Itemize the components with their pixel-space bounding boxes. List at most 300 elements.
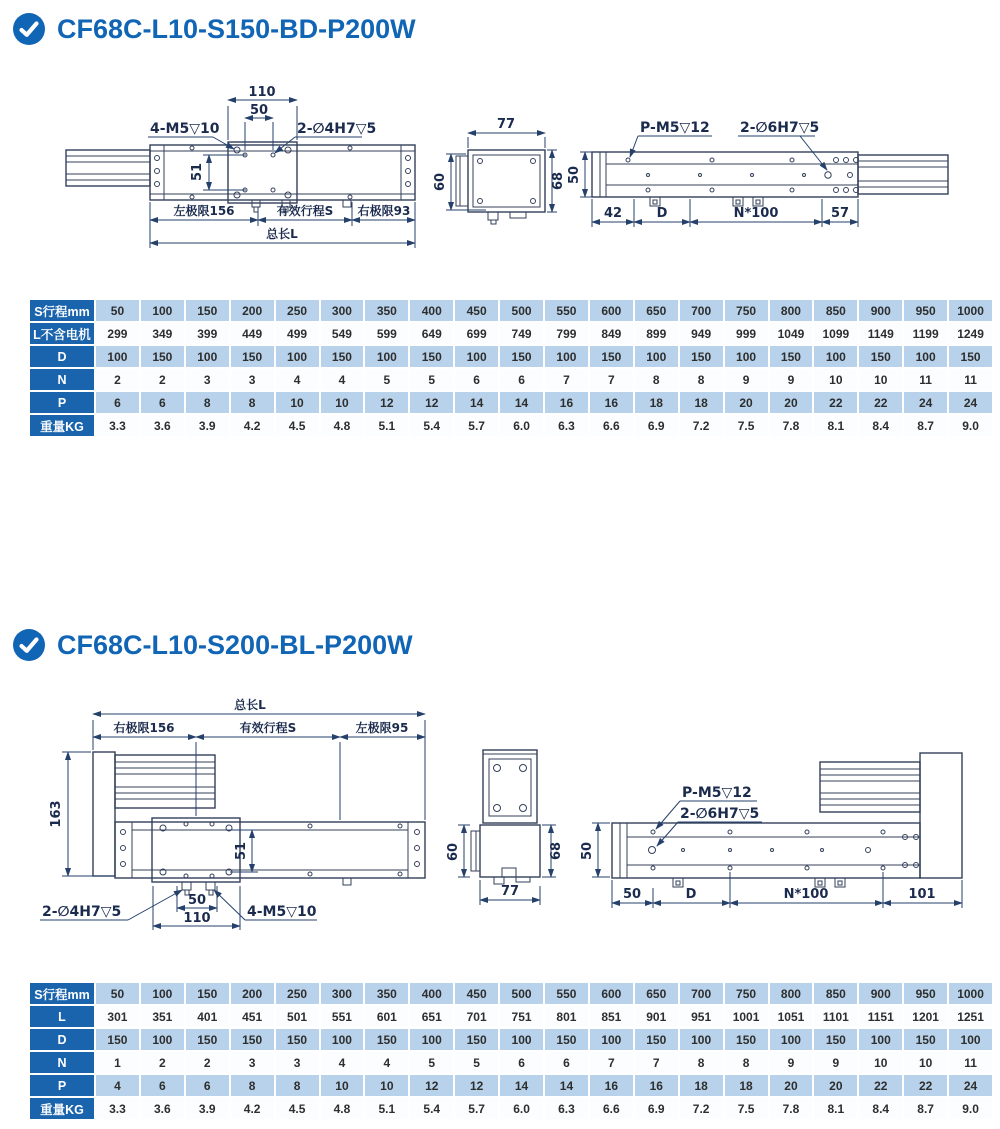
table-cell: 6.9 — [635, 1098, 678, 1119]
table-cell: 6.9 — [635, 415, 678, 436]
table-cell: 100 — [949, 1029, 992, 1050]
table-cell: 8 — [186, 392, 229, 413]
table-cell: 5.7 — [455, 1098, 498, 1119]
table-cell: 150 — [365, 1029, 408, 1050]
dim-label: 110 — [248, 85, 276, 100]
table-cell: 551 — [321, 1006, 364, 1027]
table-cell: 250 — [276, 983, 319, 1004]
s2-end-view-outline — [471, 750, 540, 884]
table-cell: 6.0 — [500, 415, 543, 436]
table-cell: 6 — [545, 1052, 588, 1073]
table-cell: 8 — [231, 392, 274, 413]
table-cell: 6 — [500, 1052, 543, 1073]
table-cell: 10 — [321, 392, 364, 413]
s1-bottom-view-dimensions — [567, 120, 858, 227]
table-cell: 350 — [365, 300, 408, 321]
table-cell: 6.3 — [545, 1098, 588, 1119]
table-cell: 100 — [590, 1029, 633, 1050]
table-cell: 5.1 — [365, 1098, 408, 1119]
table-cell: 1201 — [904, 1006, 947, 1027]
table-cell: 150 — [276, 1029, 319, 1050]
table-cell: 600 — [590, 300, 633, 321]
table-cell: 1151 — [859, 1006, 902, 1027]
table-cell: 100 — [141, 1029, 184, 1050]
table-cell: 14 — [500, 1075, 543, 1096]
table-cell: 22 — [814, 392, 857, 413]
table-cell: 150 — [680, 346, 723, 367]
section2-header — [12, 628, 413, 662]
table-cell: 701 — [455, 1006, 498, 1027]
table-cell: 100 — [725, 346, 768, 367]
table-cell: 3 — [231, 369, 274, 390]
table-cell: 7.8 — [770, 415, 813, 436]
table-row-label: N — [30, 1052, 94, 1073]
table-cell: 150 — [186, 983, 229, 1004]
table-cell: 6 — [141, 392, 184, 413]
table-row-label: 重量KG — [30, 1098, 94, 1119]
table-row-label: 重量KG — [30, 415, 94, 436]
table-cell: 3.3 — [96, 1098, 139, 1119]
table-cell: 22 — [904, 1075, 947, 1096]
table-cell: 3 — [186, 369, 229, 390]
dim-label: 50 — [249, 103, 269, 118]
table-cell: 400 — [410, 300, 453, 321]
table-cell: 12 — [410, 392, 453, 413]
pin-hole-callout: 2-∅6H7▽5 — [680, 806, 760, 822]
section1-header — [12, 12, 416, 46]
table-cell: 150 — [410, 346, 453, 367]
table-cell: 899 — [635, 323, 678, 344]
table-cell: 951 — [680, 1006, 723, 1027]
table-cell: 6.6 — [590, 415, 633, 436]
dim-label: 77 — [500, 884, 520, 899]
s1-end-view-dimensions — [433, 117, 566, 212]
table-cell: 2 — [96, 369, 139, 390]
table-cell: 150 — [96, 1029, 139, 1050]
table-cell: 2 — [186, 1052, 229, 1073]
table-cell: 800 — [770, 983, 813, 1004]
table-row-label: S行程mm — [30, 983, 94, 1004]
pin-hole-callout: 2-∅4H7▽5 — [297, 121, 377, 137]
table-cell: 250 — [276, 300, 319, 321]
table-cell: 6 — [455, 369, 498, 390]
table-cell: 14 — [455, 392, 498, 413]
table-cell: 4 — [276, 369, 319, 390]
table-cell: 10 — [859, 369, 902, 390]
table-cell: 5.1 — [365, 415, 408, 436]
table-cell: 7.2 — [680, 415, 723, 436]
table-row-label: P — [30, 1075, 94, 1096]
s2-top-view-outline — [93, 752, 425, 895]
table-cell: 50 — [96, 983, 139, 1004]
table-cell: 16 — [590, 392, 633, 413]
table-cell: 3 — [231, 1052, 274, 1073]
table-cell: 499 — [276, 323, 319, 344]
table-cell: 3 — [276, 1052, 319, 1073]
table-cell: 650 — [635, 983, 678, 1004]
section2-model-title: CF68C-L10-S200-BL-P200W — [57, 629, 413, 660]
table-cell: 549 — [321, 323, 364, 344]
section1-engineering-drawing — [0, 70, 1000, 270]
table-cell: 5 — [410, 1052, 453, 1073]
tap-hole-callout: P-M5▽12 — [682, 785, 752, 801]
dim-label: 77 — [496, 117, 516, 132]
table-cell: 1101 — [814, 1006, 857, 1027]
table-cell: 100 — [500, 1029, 543, 1050]
table-cell: 100 — [186, 346, 229, 367]
table-cell: 1000 — [949, 983, 992, 1004]
check-badge-icon — [12, 12, 46, 46]
table-cell: 100 — [96, 346, 139, 367]
table-cell: 150 — [455, 1029, 498, 1050]
table-cell: 5 — [365, 369, 408, 390]
table-row-label: P — [30, 392, 94, 413]
table-cell: 100 — [904, 346, 947, 367]
table-cell: 1 — [96, 1052, 139, 1073]
table-cell: 10 — [365, 1075, 408, 1096]
table-cell: 18 — [680, 392, 723, 413]
table-cell: 601 — [365, 1006, 408, 1027]
table-cell: 399 — [186, 323, 229, 344]
table-cell: 24 — [949, 1075, 992, 1096]
table-cell: 300 — [321, 983, 364, 1004]
table-cell: 8 — [725, 1052, 768, 1073]
table-cell: 150 — [904, 1029, 947, 1050]
table-cell: 900 — [859, 300, 902, 321]
table-cell: 100 — [814, 346, 857, 367]
table-cell: 901 — [635, 1006, 678, 1027]
table-cell: 12 — [455, 1075, 498, 1096]
table-cell: 12 — [365, 392, 408, 413]
table-cell: 7.5 — [725, 415, 768, 436]
table-cell: 9 — [770, 1052, 813, 1073]
pin-hole-callout: 2-∅6H7▽5 — [740, 120, 820, 136]
table-cell: 9 — [725, 369, 768, 390]
table-cell: 401 — [186, 1006, 229, 1027]
table-cell: 8 — [231, 1075, 274, 1096]
table-cell: 10 — [276, 392, 319, 413]
table-cell: 6 — [186, 1075, 229, 1096]
table-cell: 2 — [141, 369, 184, 390]
table-cell: 349 — [141, 323, 184, 344]
table-row-label: S行程mm — [30, 300, 94, 321]
table-cell: 850 — [814, 983, 857, 1004]
s2-top-view-dimensions — [40, 697, 425, 930]
dim-label: D — [656, 206, 668, 221]
table-cell: 150 — [590, 346, 633, 367]
table-cell: 7.2 — [680, 1098, 723, 1119]
table-cell: 949 — [680, 323, 723, 344]
dim-label: 57 — [830, 206, 850, 221]
table-cell: 150 — [949, 346, 992, 367]
table-cell: 500 — [500, 300, 543, 321]
table-row-label: D — [30, 1029, 94, 1050]
s1-top-view-dimensions — [148, 85, 415, 248]
table-cell: 100 — [141, 983, 184, 1004]
table-cell: 100 — [770, 1029, 813, 1050]
table-cell: 550 — [545, 983, 588, 1004]
table-cell: 501 — [276, 1006, 319, 1027]
table-cell: 11 — [949, 369, 992, 390]
table-cell: 150 — [231, 1029, 274, 1050]
dim-label: 50 — [187, 893, 207, 908]
table-cell: 450 — [455, 983, 498, 1004]
dim-label: N*100 — [783, 887, 829, 902]
table-cell: 9 — [770, 369, 813, 390]
table-cell: 4.2 — [231, 415, 274, 436]
table-cell: 150 — [141, 346, 184, 367]
table-cell: 6 — [500, 369, 543, 390]
table-cell: 749 — [500, 323, 543, 344]
table-cell: 20 — [770, 1075, 813, 1096]
table-cell: 599 — [365, 323, 408, 344]
dim-label: 101 — [908, 887, 936, 902]
table-cell: 11 — [904, 369, 947, 390]
left-limit-label: 左极限95 — [355, 721, 409, 735]
table-cell: 18 — [680, 1075, 723, 1096]
stroke-label: 有效行程S — [239, 721, 297, 735]
dim-label: 42 — [603, 206, 623, 221]
table-cell: 8.7 — [904, 415, 947, 436]
table-cell: 6.0 — [500, 1098, 543, 1119]
table-cell: 8.4 — [859, 1098, 902, 1119]
table-cell: 7.5 — [725, 1098, 768, 1119]
s1-top-view-outline — [66, 142, 415, 212]
s1-end-view-outline — [456, 150, 545, 224]
s2-bottom-view-outline — [612, 753, 962, 887]
table-cell: 1000 — [949, 300, 992, 321]
table-cell: 651 — [410, 1006, 453, 1027]
table-cell: 150 — [500, 346, 543, 367]
table-cell: 150 — [814, 1029, 857, 1050]
dim-label: N*100 — [733, 206, 779, 221]
table-cell: 5 — [410, 369, 453, 390]
table-cell: 500 — [500, 983, 543, 1004]
table-cell: 950 — [904, 300, 947, 321]
table-cell: 699 — [455, 323, 498, 344]
table-cell: 3.9 — [186, 1098, 229, 1119]
stroke-label: 有效行程S — [276, 204, 334, 218]
table-cell: 400 — [410, 983, 453, 1004]
table-cell: 4 — [321, 369, 364, 390]
table-row-label: N — [30, 369, 94, 390]
table-cell: 6.3 — [545, 415, 588, 436]
table-cell: 650 — [635, 300, 678, 321]
dim-label: 50 — [622, 887, 642, 902]
section1-model-title: CF68C-L10-S150-BD-P200W — [57, 13, 416, 44]
dim-label: 60 — [433, 172, 448, 192]
table-cell: 18 — [725, 1075, 768, 1096]
table-cell: 6 — [141, 1075, 184, 1096]
dim-label: 68 — [549, 841, 564, 861]
table-cell: 700 — [680, 300, 723, 321]
table-cell: 100 — [410, 1029, 453, 1050]
table-cell: 100 — [455, 346, 498, 367]
table-cell: 3.9 — [186, 415, 229, 436]
table-cell: 100 — [680, 1029, 723, 1050]
table-cell: 750 — [725, 300, 768, 321]
dim-label: 163 — [49, 800, 64, 828]
dim-label: D — [685, 887, 697, 902]
pin-hole-callout: 2-∅4H7▽5 — [42, 904, 122, 920]
table-cell: 8.1 — [814, 415, 857, 436]
table-cell: 16 — [590, 1075, 633, 1096]
table-cell: 8 — [680, 369, 723, 390]
table-cell: 700 — [680, 983, 723, 1004]
table-cell: 4.5 — [276, 1098, 319, 1119]
table-cell: 8 — [635, 369, 678, 390]
table-cell: 751 — [500, 1006, 543, 1027]
table-cell: 20 — [725, 392, 768, 413]
section2-spec-table — [30, 983, 992, 1119]
table-cell: 5.7 — [455, 415, 498, 436]
table-cell: 4.8 — [321, 415, 364, 436]
table-cell: 100 — [321, 1029, 364, 1050]
table-cell: 8.1 — [814, 1098, 857, 1119]
dim-label: 110 — [183, 911, 211, 926]
table-cell: 1099 — [814, 323, 857, 344]
table-cell: 1049 — [770, 323, 813, 344]
tap-hole-callout: 4-M5▽10 — [247, 904, 317, 920]
table-cell: 100 — [859, 1029, 902, 1050]
table-cell: 150 — [725, 1029, 768, 1050]
table-cell: 800 — [770, 300, 813, 321]
right-limit-label: 右极限93 — [357, 204, 411, 218]
table-cell: 851 — [590, 1006, 633, 1027]
dim-label: 51 — [190, 162, 205, 182]
dim-label: 68 — [551, 171, 566, 191]
tap-hole-callout: P-M5▽12 — [640, 120, 710, 136]
check-badge-icon — [12, 628, 46, 662]
table-cell: 16 — [635, 1075, 678, 1096]
table-cell: 100 — [141, 300, 184, 321]
table-cell: 200 — [231, 300, 274, 321]
table-cell: 20 — [770, 392, 813, 413]
table-cell: 10 — [859, 1052, 902, 1073]
table-cell: 14 — [500, 392, 543, 413]
section1-spec-table — [30, 300, 992, 436]
table-cell: 4 — [96, 1075, 139, 1096]
table-cell: 7 — [590, 1052, 633, 1073]
table-cell: 451 — [231, 1006, 274, 1027]
table-cell: 150 — [859, 346, 902, 367]
table-cell: 150 — [635, 1029, 678, 1050]
table-cell: 449 — [231, 323, 274, 344]
table-cell: 5.4 — [410, 1098, 453, 1119]
table-cell: 100 — [276, 346, 319, 367]
table-row-label: L — [30, 1006, 94, 1027]
table-cell: 22 — [859, 1075, 902, 1096]
table-cell: 350 — [365, 983, 408, 1004]
table-cell: 1001 — [725, 1006, 768, 1027]
right-limit-label: 右极限156 — [113, 721, 175, 735]
left-limit-label: 左极限156 — [173, 204, 235, 218]
table-cell: 6.6 — [590, 1098, 633, 1119]
dim-label: 51 — [234, 841, 249, 861]
table-cell: 8 — [680, 1052, 723, 1073]
table-cell: 1251 — [949, 1006, 992, 1027]
table-cell: 5 — [455, 1052, 498, 1073]
s2-bottom-view-dimensions — [580, 785, 962, 908]
table-cell: 801 — [545, 1006, 588, 1027]
dim-label: 60 — [446, 842, 461, 862]
table-cell: 100 — [365, 346, 408, 367]
table-cell: 649 — [410, 323, 453, 344]
table-cell: 150 — [186, 1029, 229, 1050]
table-cell: 18 — [635, 392, 678, 413]
table-cell: 14 — [545, 1075, 588, 1096]
table-cell: 4 — [321, 1052, 364, 1073]
table-cell: 300 — [321, 300, 364, 321]
table-cell: 11 — [949, 1052, 992, 1073]
table-cell: 8 — [276, 1075, 319, 1096]
table-cell: 10 — [904, 1052, 947, 1073]
table-cell: 4 — [365, 1052, 408, 1073]
table-cell: 3.6 — [141, 415, 184, 436]
table-cell: 16 — [545, 392, 588, 413]
table-cell: 999 — [725, 323, 768, 344]
s2-end-view-dimensions — [446, 825, 564, 905]
table-cell: 150 — [770, 346, 813, 367]
table-cell: 150 — [321, 346, 364, 367]
table-cell: 24 — [904, 392, 947, 413]
dim-label: 50 — [580, 841, 595, 861]
table-cell: 301 — [96, 1006, 139, 1027]
table-cell: 10 — [321, 1075, 364, 1096]
table-cell: 2 — [141, 1052, 184, 1073]
table-cell: 24 — [949, 392, 992, 413]
table-cell: 9.0 — [949, 415, 992, 436]
table-cell: 450 — [455, 300, 498, 321]
tap-hole-callout: 4-M5▽10 — [150, 121, 220, 137]
table-cell: 20 — [814, 1075, 857, 1096]
table-cell: 4.5 — [276, 415, 319, 436]
table-cell: 9.0 — [949, 1098, 992, 1119]
table-row-label: D — [30, 346, 94, 367]
table-cell: 7 — [590, 369, 633, 390]
total-length-label: 总长L — [266, 227, 298, 241]
table-cell: 1249 — [949, 323, 992, 344]
table-cell: 10 — [814, 369, 857, 390]
table-cell: 850 — [814, 300, 857, 321]
table-cell: 12 — [410, 1075, 453, 1096]
table-cell: 600 — [590, 983, 633, 1004]
table-cell: 7 — [545, 369, 588, 390]
table-cell: 799 — [545, 323, 588, 344]
dim-label: 50 — [567, 165, 582, 185]
section2-engineering-drawing — [0, 680, 1000, 950]
table-cell: 150 — [545, 1029, 588, 1050]
table-cell: 351 — [141, 1006, 184, 1027]
s1-bottom-view-outline — [592, 152, 948, 206]
table-cell: 950 — [904, 983, 947, 1004]
total-length-label: 总长L — [234, 698, 266, 712]
table-cell: 9 — [814, 1052, 857, 1073]
table-cell: 750 — [725, 983, 768, 1004]
table-cell: 7 — [635, 1052, 678, 1073]
table-cell: 6 — [96, 392, 139, 413]
table-cell: 7.8 — [770, 1098, 813, 1119]
table-cell: 100 — [545, 346, 588, 367]
table-cell: 3.6 — [141, 1098, 184, 1119]
table-cell: 100 — [635, 346, 678, 367]
table-cell: 1149 — [859, 323, 902, 344]
table-cell: 50 — [96, 300, 139, 321]
table-cell: 150 — [231, 346, 274, 367]
table-cell: 3.3 — [96, 415, 139, 436]
table-cell: 8.4 — [859, 415, 902, 436]
table-cell: 900 — [859, 983, 902, 1004]
